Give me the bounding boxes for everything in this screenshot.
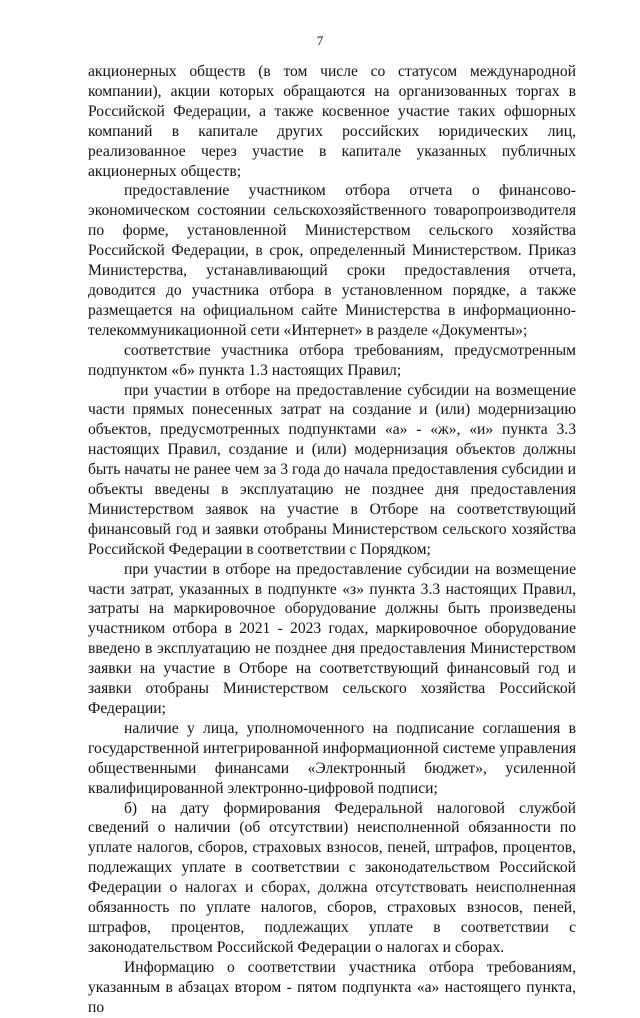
paragraph-4: при участии в отборе на предоставление субсидии на возмещение части прямых понесенных затрат на создание и (или) модернизацию объектов, предусмотренных подпунктами «а» - «ж», «и» пункта 3.3 настоящих Правил, создание и (или) модернизация объектов должны быть начаты не ранее чем за 3 года до начала предоставления субсидии и объекты введены в эксплуатацию не позднее дня предоставления Министерством заявок на участие в Отборе на соответствующий финансовый год и заявки отобраны Министерством сельского хозяйства Российской Федерации в соответствии с Порядком;	[88, 381, 576, 558]
paragraph-1: акционерных обществ (в том числе со статусом международной компании), акции которых обращаются на организованных торгах в Российской Федерации, а также косвенное участие таких офшорных компаний в капитале других российских юридических лиц, реализованное через участие в капитале указанных публичных акционерных обществ;	[88, 63, 576, 180]
page-number: 7	[316, 33, 324, 48]
paragraph-6: наличие у лица, уполномоченного на подписание соглашения в государственной интегрированной информационной системе управления общественными финансами «Электронный бюджет», усиленной квалифицированной электронно-цифровой подписи;	[88, 719, 576, 797]
paragraph-2: предоставление участником отбора отчета о финансово-экономическом состоянии сельскохозяйственного товаропроизводителя по форме, установленной Министерством сельского хозяйства Российской Федерации, в срок, определенный Министерством. Приказ Министерства, устанавливающий сроки предоставления отчета, доводится до участника отбора в установленном порядке, а также размещается на официальном сайте Министерства в информационно-телекоммуникационной сети «Интернет» в разделе «Документы»;	[88, 182, 576, 339]
document-body	[88, 62, 576, 1018]
paragraph-5: при участии в отборе на предоставление субсидии на возмещение части затрат, указанных в подпункте «з» пункта 3.3 настоящих Правил, затраты на маркировочное оборудование должны быть произведены участником отбора в 2021 - 2023 годах, маркировочное оборудование введено в эксплуатацию не позднее дня предоставления Министерством заявки на участие в Отборе на соответствующий финансовый год и заявки отобраны Министерством сельского хозяйства Российской Федерации;	[88, 560, 576, 717]
paragraph-3: соответствие участника отбора требованиям, предусмотренным подпунктом «б» пункта 1.3 настоящих Правил;	[88, 341, 576, 379]
paragraph-8: Информацию о соответствии участника отбора требованиям, указанным в абзацах втором - пятом подпункта «а» настоящего пункта, по	[88, 958, 576, 1016]
paragraph-7: б) на дату формирования Федеральной налоговой службой сведений о наличии (об отсутствии) неисполненной обязанности по уплате налогов, сборов, страховых взносов, пеней, штрафов, процентов, подлежащих уплате в соответствии с законодательством Российской Федерации о налогах и сборах, должна отсутствовать неисполненная обязанность по уплате налогов, сборов, страховых взносов, пеней, штрафов, процентов, подлежащих уплате в соответствии с законодательством Российской Федерации о налогах и сборах.	[88, 799, 576, 956]
